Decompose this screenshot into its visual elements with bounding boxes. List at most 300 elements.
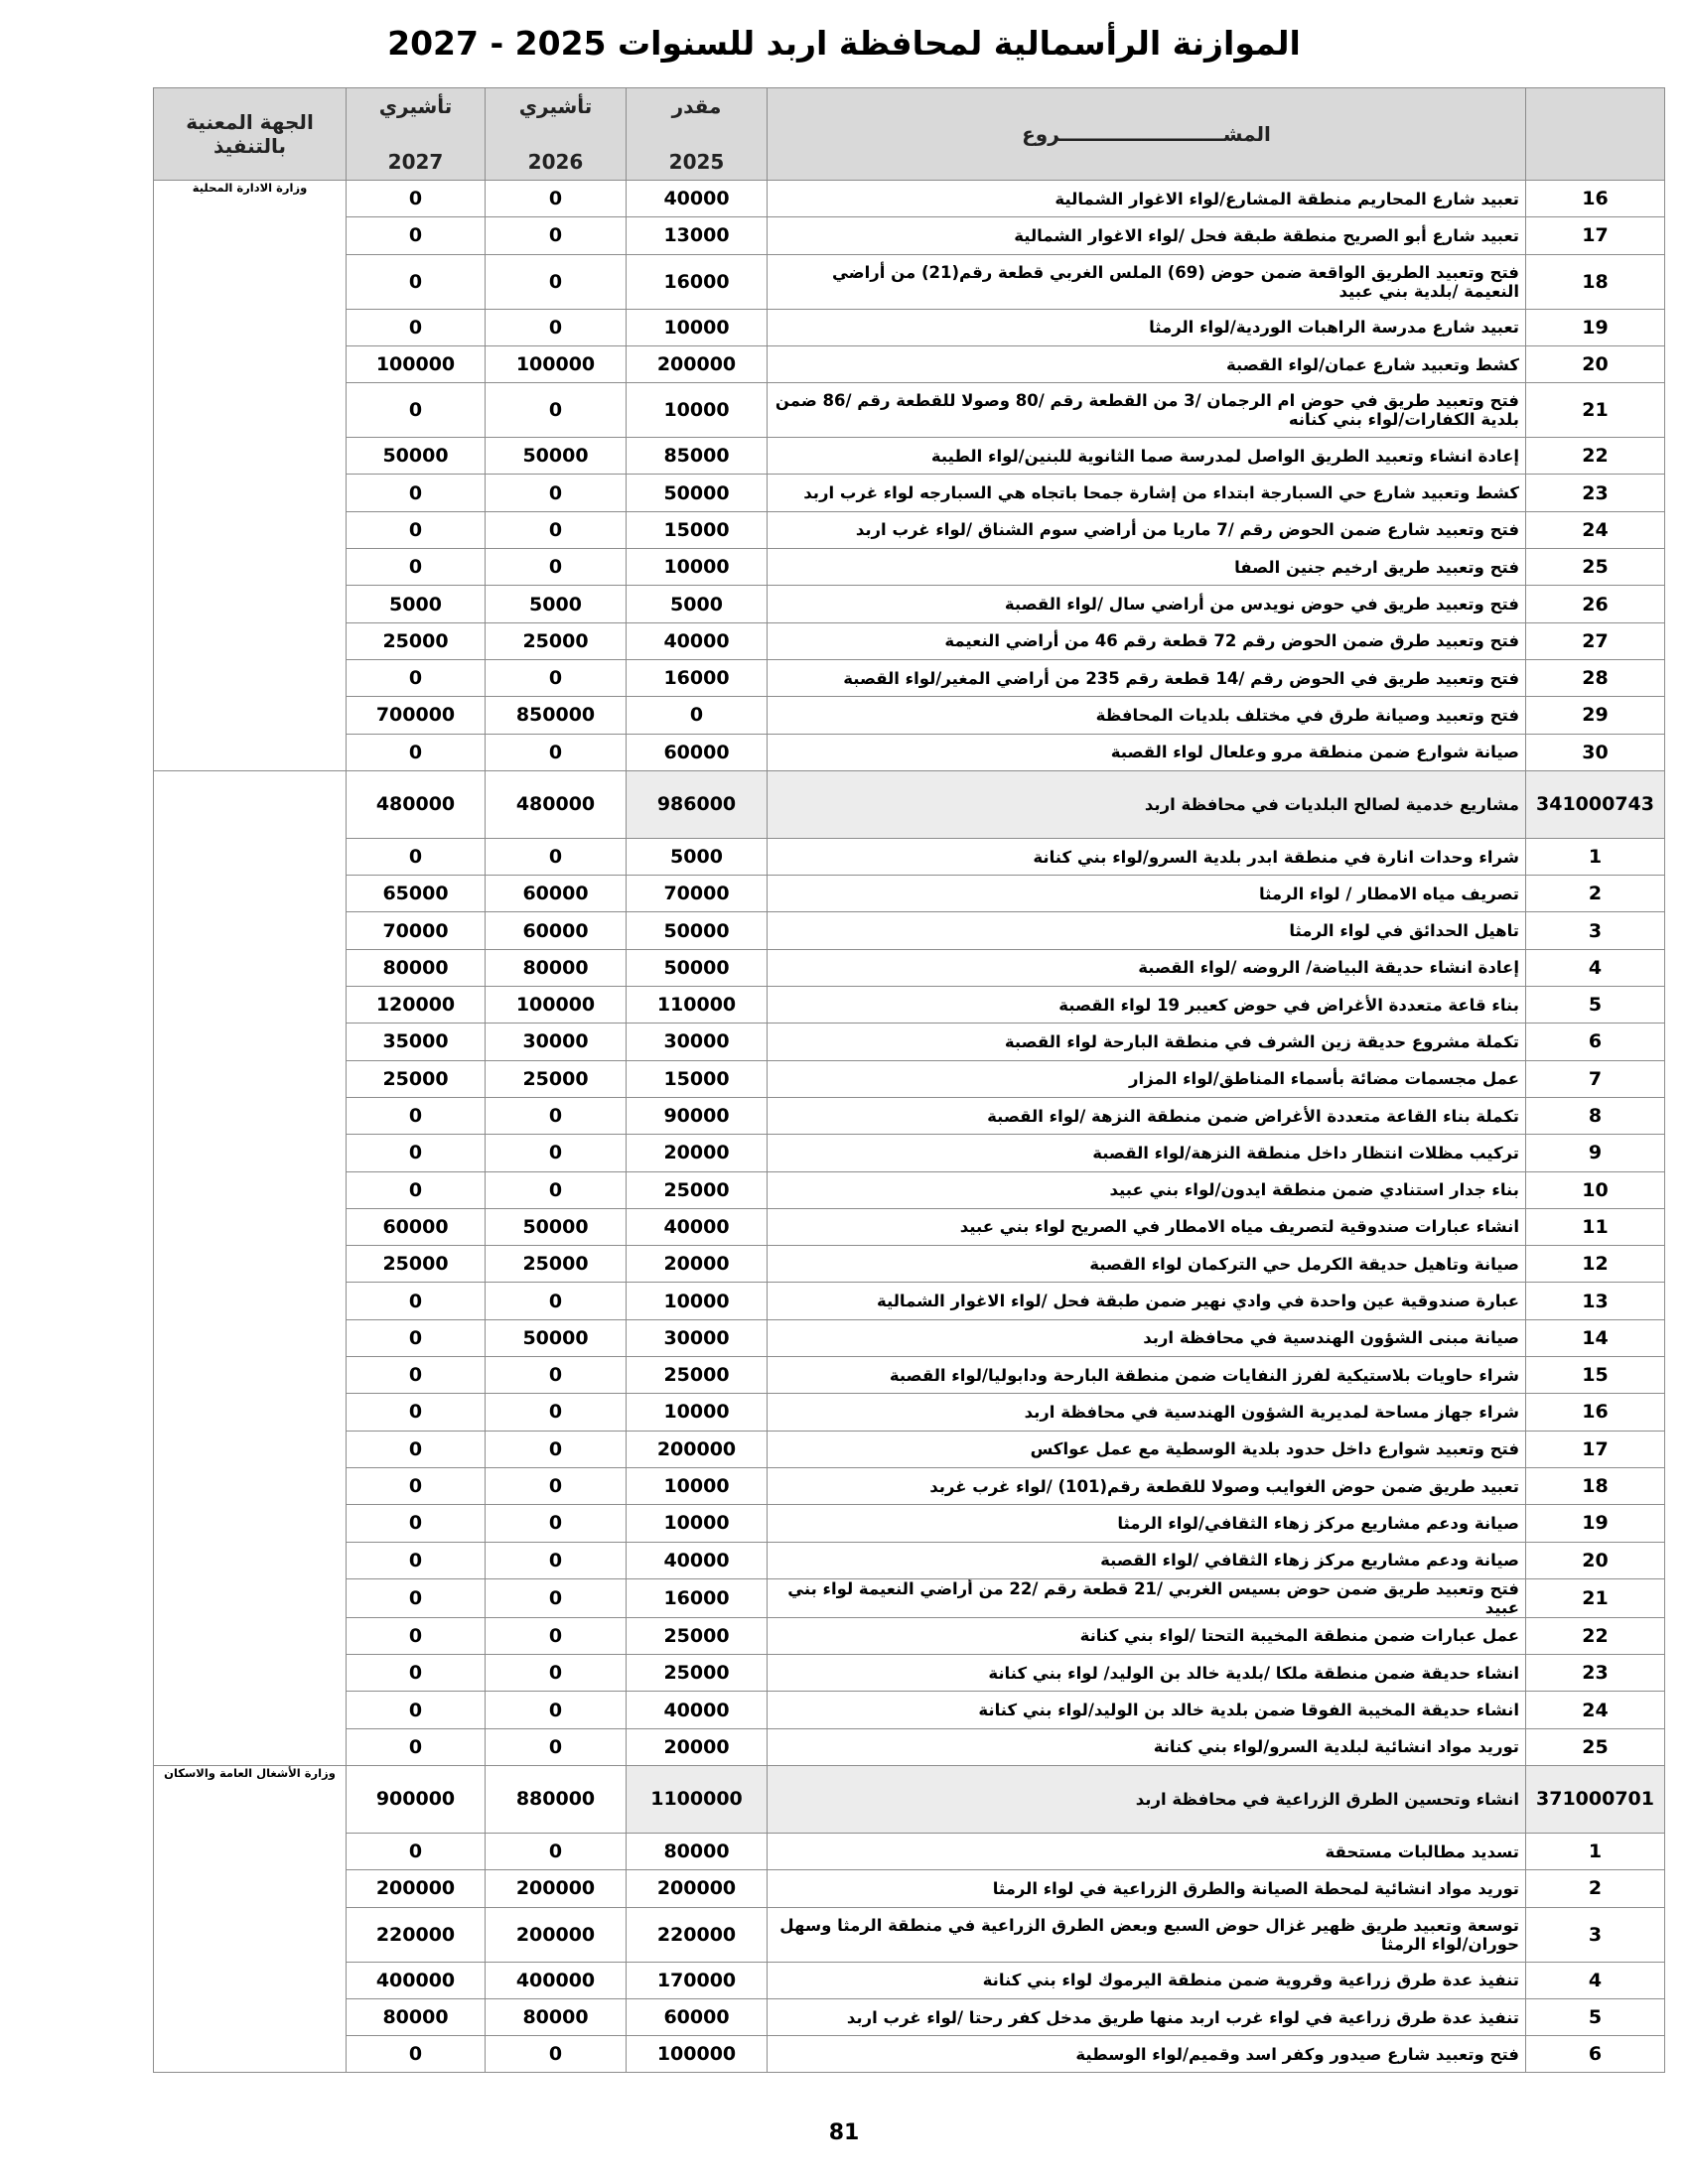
project-name: صيانة ودعم مشاريع مركز زهاء الثقافي /لواء القصبة bbox=[768, 1542, 1526, 1578]
value-2025: 0 bbox=[627, 697, 768, 734]
project-name: فتح وتعبيد طريق ضمن حوض بسيس الغربي /21 قطعة رقم /22 من أراضي النعيمة لواء بني عبيد bbox=[768, 1578, 1526, 1617]
table-row bbox=[154, 1505, 1665, 1542]
project-name: صيانة مبنى الشؤون الهندسية في محافظة اربد bbox=[768, 1319, 1526, 1356]
row-number: 4 bbox=[1526, 1962, 1665, 1998]
value-2026: 400000 bbox=[486, 1962, 627, 1998]
value-2027: 50000 bbox=[347, 438, 486, 475]
value-2027: 0 bbox=[347, 1431, 486, 1467]
value-2025: 13000 bbox=[627, 217, 768, 254]
page-number: 81 bbox=[828, 2120, 860, 2145]
project-name: شراء جهاز مساحة لمديرية الشؤون الهندسية في محافظة اربد bbox=[768, 1394, 1526, 1431]
project-name: عبارة صندوقية عين واحدة في وادي نهير ضمن طبقة فحل /لواء الاغوار الشمالية bbox=[768, 1283, 1526, 1319]
value-2027: 0 bbox=[347, 254, 486, 309]
value-2027: 0 bbox=[347, 734, 486, 770]
value-2027: 200000 bbox=[347, 1870, 486, 1907]
value-2027: 700000 bbox=[347, 697, 486, 734]
row-number: 3 bbox=[1526, 1907, 1665, 1962]
group-value-2027: 480000 bbox=[347, 770, 486, 838]
value-2026: 100000 bbox=[486, 345, 627, 382]
value-2027: 35000 bbox=[347, 1024, 486, 1060]
agency-cell: وزارة الأشغال العامة والاسكان bbox=[154, 1765, 347, 2072]
project-name: تصريف مياه الامطار / لواء الرمثا bbox=[768, 876, 1526, 912]
group-value-2025: 1100000 bbox=[627, 1765, 768, 1833]
project-name: انشاء حديقة المخيبة الفوقا ضمن بلدية خالد بن الوليد/لواء بني كنانة bbox=[768, 1692, 1526, 1728]
value-2025: 70000 bbox=[627, 876, 768, 912]
table-body bbox=[154, 181, 1665, 2073]
table-row bbox=[154, 659, 1665, 696]
table-row bbox=[154, 1907, 1665, 1962]
value-2025: 10000 bbox=[627, 1505, 768, 1542]
value-2026: 0 bbox=[486, 1357, 627, 1394]
value-2025: 20000 bbox=[627, 1135, 768, 1171]
row-number: 13 bbox=[1526, 1283, 1665, 1319]
row-number: 6 bbox=[1526, 2036, 1665, 2073]
value-2026: 60000 bbox=[486, 876, 627, 912]
value-2027: 25000 bbox=[347, 1060, 486, 1097]
table-row bbox=[154, 949, 1665, 986]
table-row bbox=[154, 181, 1665, 217]
header-estimate-label: مقدر bbox=[671, 94, 722, 118]
value-2027: 80000 bbox=[347, 949, 486, 986]
row-number: 24 bbox=[1526, 1692, 1665, 1728]
table-row bbox=[154, 438, 1665, 475]
row-number: 16 bbox=[1526, 1394, 1665, 1431]
table-row bbox=[154, 1060, 1665, 1097]
table-row bbox=[154, 1135, 1665, 1171]
value-2025: 30000 bbox=[627, 1319, 768, 1356]
value-2027: 220000 bbox=[347, 1907, 486, 1962]
agency-cell bbox=[154, 770, 347, 1765]
value-2026: 0 bbox=[486, 217, 627, 254]
value-2027: 400000 bbox=[347, 1962, 486, 1998]
table-row bbox=[154, 1542, 1665, 1578]
value-2025: 200000 bbox=[627, 345, 768, 382]
value-2026: 50000 bbox=[486, 438, 627, 475]
project-name: تنفيذ عدة طرق زراعية وقروية ضمن منطقة اليرموك لواء بني كنانة bbox=[768, 1962, 1526, 1998]
value-2026: 0 bbox=[486, 181, 627, 217]
value-2025: 15000 bbox=[627, 511, 768, 548]
project-name: فتح وتعبيد شارع صيدور وكفر اسد وقميم/لواء الوسطية bbox=[768, 2036, 1526, 2073]
value-2027: 0 bbox=[347, 1617, 486, 1654]
header-estimate-year: 2025 bbox=[668, 150, 725, 174]
value-2026: 0 bbox=[486, 475, 627, 511]
value-2025: 10000 bbox=[627, 1394, 768, 1431]
value-2026: 80000 bbox=[486, 1998, 627, 2035]
row-number: 8 bbox=[1526, 1097, 1665, 1134]
project-name: صيانة وتاهيل حديقة الكرمل حي التركمان لواء القصبة bbox=[768, 1246, 1526, 1283]
project-name: توريد مواد انشائية لبلدية السرو/لواء بني كنانة bbox=[768, 1728, 1526, 1765]
table-row bbox=[154, 1171, 1665, 1208]
header-agency: الجهة المعنية بالتنفيذ bbox=[154, 88, 347, 181]
value-2027: 0 bbox=[347, 309, 486, 345]
project-name: تكملة مشروع حديقة زين الشرف في منطقة البارحة لواء القصبة bbox=[768, 1024, 1526, 1060]
value-2026: 0 bbox=[486, 1692, 627, 1728]
row-number: 21 bbox=[1526, 1578, 1665, 1617]
table-row bbox=[154, 1357, 1665, 1394]
value-2026: 0 bbox=[486, 309, 627, 345]
value-2025: 200000 bbox=[627, 1870, 768, 1907]
project-name: عمل مجسمات مضائة بأسماء المناطق/لواء المزار bbox=[768, 1060, 1526, 1097]
project-name: فتح وتعبيد طريق في حوض ام الرجمان /3 من القطعة رقم /80 وصولا للقطعة رقم /86 ضمن بلدية الكفارات/لواء بني كنانه bbox=[768, 383, 1526, 438]
project-name: فتح وتعبيد شوارع داخل حدود بلدية الوسطية مع عمل عواكس bbox=[768, 1431, 1526, 1467]
value-2027: 100000 bbox=[347, 345, 486, 382]
project-name: فتح وتعبيد طريق في الحوض رقم /14 قطعة رقم 235 من أراضي المغير/لواء القصبة bbox=[768, 659, 1526, 696]
value-2027: 0 bbox=[347, 1171, 486, 1208]
value-2027: 0 bbox=[347, 1578, 486, 1617]
project-name: إعادة انشاء حديقة البياضة/ الروضه /لواء القصبة bbox=[768, 949, 1526, 986]
value-2027: 70000 bbox=[347, 912, 486, 949]
row-number: 4 bbox=[1526, 949, 1665, 986]
value-2026: 0 bbox=[486, 254, 627, 309]
project-name: عمل عبارات ضمن منطقة المخيبة التحتا /لواء بني كنانة bbox=[768, 1617, 1526, 1654]
row-number: 19 bbox=[1526, 1505, 1665, 1542]
value-2027: 0 bbox=[347, 659, 486, 696]
table-row bbox=[154, 1467, 1665, 1504]
value-2027: 0 bbox=[347, 1097, 486, 1134]
row-number: 18 bbox=[1526, 1467, 1665, 1504]
value-2026: 0 bbox=[486, 1505, 627, 1542]
value-2027: 0 bbox=[347, 1655, 486, 1692]
value-2026: 60000 bbox=[486, 912, 627, 949]
value-2025: 5000 bbox=[627, 838, 768, 875]
header-indicative-2027 bbox=[347, 88, 486, 181]
value-2026: 50000 bbox=[486, 1319, 627, 1356]
table-row bbox=[154, 1998, 1665, 2035]
table-row bbox=[154, 1655, 1665, 1692]
table-row bbox=[154, 2036, 1665, 2073]
project-name: تعبيد شارع أبو الصريح منطقة طبقة فحل /لواء الاغوار الشمالية bbox=[768, 217, 1526, 254]
value-2027: 0 bbox=[347, 1692, 486, 1728]
value-2025: 170000 bbox=[627, 1962, 768, 1998]
table-row bbox=[154, 549, 1665, 586]
value-2027: 0 bbox=[347, 1728, 486, 1765]
project-name: تعبيد شارع المحاريم منطقة المشارع/لواء الاغوار الشمالية bbox=[768, 181, 1526, 217]
value-2027: 0 bbox=[347, 383, 486, 438]
value-2027: 0 bbox=[347, 217, 486, 254]
row-number: 17 bbox=[1526, 1431, 1665, 1467]
value-2026: 0 bbox=[486, 1283, 627, 1319]
project-name: تسديد مطالبات مستحقة bbox=[768, 1833, 1526, 1869]
value-2025: 10000 bbox=[627, 1283, 768, 1319]
table-row bbox=[154, 622, 1665, 659]
group-row bbox=[154, 770, 1665, 838]
header-indicative-2026 bbox=[486, 88, 627, 181]
project-name: بناء قاعة متعددة الأغراض في حوض كعيبر 19 لواء القصبة bbox=[768, 987, 1526, 1024]
project-name: تنفيذ عدة طرق زراعية في لواء غرب اربد منها طريق مدخل كفر رحتا /لواء غرب اربد bbox=[768, 1998, 1526, 2035]
value-2027: 0 bbox=[347, 1467, 486, 1504]
project-name: فتح وتعبيد شارع ضمن الحوض رقم /7 ماريا من أراضي سوم الشناق /لواء غرب اربد bbox=[768, 511, 1526, 548]
value-2025: 20000 bbox=[627, 1728, 768, 1765]
value-2026: 25000 bbox=[486, 1060, 627, 1097]
value-2026: 50000 bbox=[486, 1208, 627, 1245]
project-name: كشط وتعبيد شارع عمان/لواء القصبة bbox=[768, 345, 1526, 382]
row-number: 25 bbox=[1526, 549, 1665, 586]
page-title: الموازنة الرأسمالية لمحافظة اربد للسنوات 2025 - 2027 bbox=[387, 24, 1301, 63]
value-2025: 25000 bbox=[627, 1655, 768, 1692]
value-2027: 0 bbox=[347, 1135, 486, 1171]
group-value-2026: 480000 bbox=[486, 770, 627, 838]
row-number: 17 bbox=[1526, 217, 1665, 254]
value-2027: 0 bbox=[347, 549, 486, 586]
row-number: 26 bbox=[1526, 586, 1665, 622]
row-number: 22 bbox=[1526, 1617, 1665, 1654]
value-2026: 5000 bbox=[486, 586, 627, 622]
group-value-2027: 900000 bbox=[347, 1765, 486, 1833]
value-2027: 60000 bbox=[347, 1208, 486, 1245]
value-2025: 10000 bbox=[627, 1467, 768, 1504]
value-2025: 10000 bbox=[627, 309, 768, 345]
project-name: فتح وتعبيد الطريق الواقعة ضمن حوض (69) الملس الغربي قطعة رقم(21) من أراضي النعيمة /بلدية بني عبيد bbox=[768, 254, 1526, 309]
table-row bbox=[154, 1692, 1665, 1728]
table-row bbox=[154, 1870, 1665, 1907]
value-2025: 25000 bbox=[627, 1357, 768, 1394]
project-name: كشط وتعبيد شارع حي السبارجة ابتداء من إشارة جمحا باتجاه هي السبارجه لواء غرب اربد bbox=[768, 475, 1526, 511]
value-2026: 850000 bbox=[486, 697, 627, 734]
row-number: 29 bbox=[1526, 697, 1665, 734]
table-row bbox=[154, 987, 1665, 1024]
group-code: 341000743 bbox=[1526, 770, 1665, 838]
project-name: تركيب مظلات انتظار داخل منطقة النزهة/لواء القصبة bbox=[768, 1135, 1526, 1171]
budget-table bbox=[153, 87, 1665, 2073]
project-name: فتح وتعبيد طريق ارخيم جنين الصفا bbox=[768, 549, 1526, 586]
project-name: تكملة بناء القاعة متعددة الأغراض ضمن منطقة النزهة /لواء القصبة bbox=[768, 1097, 1526, 1134]
table-row bbox=[154, 1431, 1665, 1467]
project-name: بناء جدار استنادي ضمن منطقة ايدون/لواء بني عبيد bbox=[768, 1171, 1526, 1208]
project-name: إعادة انشاء وتعبيد الطريق الواصل لمدرسة صما الثانوية للبنين/لواء الطيبة bbox=[768, 438, 1526, 475]
project-name: شراء حاويات بلاستيكية لفرز النفايات ضمن منطقة البارحة ودابوليا/لواء القصبة bbox=[768, 1357, 1526, 1394]
row-number: 1 bbox=[1526, 838, 1665, 875]
row-number: 18 bbox=[1526, 254, 1665, 309]
value-2025: 50000 bbox=[627, 475, 768, 511]
row-number: 5 bbox=[1526, 1998, 1665, 2035]
value-2025: 100000 bbox=[627, 2036, 768, 2073]
table-row bbox=[154, 254, 1665, 309]
row-number: 14 bbox=[1526, 1319, 1665, 1356]
value-2026: 100000 bbox=[486, 987, 627, 1024]
value-2025: 40000 bbox=[627, 1208, 768, 1245]
row-number: 24 bbox=[1526, 511, 1665, 548]
value-2026: 0 bbox=[486, 383, 627, 438]
table-row bbox=[154, 511, 1665, 548]
group-code: 371000701 bbox=[1526, 1765, 1665, 1833]
row-number: 2 bbox=[1526, 876, 1665, 912]
project-name: انشاء حديقة ضمن منطقة ملكا /بلدية خالد بن الوليد/ لواء بني كنانة bbox=[768, 1655, 1526, 1692]
row-number: 9 bbox=[1526, 1135, 1665, 1171]
value-2027: 0 bbox=[347, 838, 486, 875]
row-number: 3 bbox=[1526, 912, 1665, 949]
row-number: 15 bbox=[1526, 1357, 1665, 1394]
row-number: 7 bbox=[1526, 1060, 1665, 1097]
group-value-2026: 880000 bbox=[486, 1765, 627, 1833]
value-2026: 0 bbox=[486, 734, 627, 770]
row-number: 27 bbox=[1526, 622, 1665, 659]
value-2027: 0 bbox=[347, 181, 486, 217]
value-2026: 0 bbox=[486, 1171, 627, 1208]
value-2025: 10000 bbox=[627, 383, 768, 438]
table-row bbox=[154, 383, 1665, 438]
value-2025: 40000 bbox=[627, 1692, 768, 1728]
group-name: مشاريع خدمية لصالح البلديات في محافظة اربد bbox=[768, 770, 1526, 838]
table-row bbox=[154, 876, 1665, 912]
value-2026: 0 bbox=[486, 1728, 627, 1765]
row-number: 6 bbox=[1526, 1024, 1665, 1060]
value-2027: 25000 bbox=[347, 622, 486, 659]
value-2026: 0 bbox=[486, 1135, 627, 1171]
value-2027: 0 bbox=[347, 1542, 486, 1578]
value-2025: 200000 bbox=[627, 1431, 768, 1467]
value-2026: 25000 bbox=[486, 1246, 627, 1283]
table-row bbox=[154, 1833, 1665, 1869]
project-name: تعبيد طريق ضمن حوض الغوايب وصولا للقطعة رقم(101) /لواء غرب غربد bbox=[768, 1467, 1526, 1504]
table-row bbox=[154, 912, 1665, 949]
table-row bbox=[154, 838, 1665, 875]
project-name: صيانة ودعم مشاريع مركز زهاء الثقافي/لواء الرمثا bbox=[768, 1505, 1526, 1542]
table-row bbox=[154, 345, 1665, 382]
project-name: شراء وحدات انارة في منطقة ابدر بلدية السرو/لواء بني كنانة bbox=[768, 838, 1526, 875]
table-row bbox=[154, 309, 1665, 345]
value-2026: 0 bbox=[486, 1617, 627, 1654]
value-2027: 0 bbox=[347, 1357, 486, 1394]
row-number: 20 bbox=[1526, 345, 1665, 382]
row-number: 21 bbox=[1526, 383, 1665, 438]
project-name: فتح وتعبيد طرق ضمن الحوض رقم 72 قطعة رقم 46 من أراضي النعيمة bbox=[768, 622, 1526, 659]
row-number: 20 bbox=[1526, 1542, 1665, 1578]
value-2027: 120000 bbox=[347, 987, 486, 1024]
header-indicative-year: 2026 bbox=[527, 150, 584, 174]
table-row bbox=[154, 734, 1665, 770]
table-row bbox=[154, 1246, 1665, 1283]
value-2025: 40000 bbox=[627, 181, 768, 217]
value-2026: 0 bbox=[486, 1431, 627, 1467]
row-number: 10 bbox=[1526, 1171, 1665, 1208]
value-2025: 5000 bbox=[627, 586, 768, 622]
agency-cell: وزارة الادارة المحلية bbox=[154, 181, 347, 771]
project-name: توريد مواد انشائية لمحطة الصيانة والطرق الزراعية في لواء الرمثا bbox=[768, 1870, 1526, 1907]
header-code bbox=[1526, 88, 1665, 181]
value-2026: 0 bbox=[486, 1655, 627, 1692]
table-row bbox=[154, 1208, 1665, 1245]
table-row bbox=[154, 697, 1665, 734]
group-value-2025: 986000 bbox=[627, 770, 768, 838]
value-2025: 80000 bbox=[627, 1833, 768, 1869]
value-2025: 16000 bbox=[627, 659, 768, 696]
value-2025: 20000 bbox=[627, 1246, 768, 1283]
value-2026: 0 bbox=[486, 549, 627, 586]
value-2025: 10000 bbox=[627, 549, 768, 586]
table-row bbox=[154, 1097, 1665, 1134]
value-2025: 50000 bbox=[627, 912, 768, 949]
value-2027: 0 bbox=[347, 475, 486, 511]
value-2027: 0 bbox=[347, 1319, 486, 1356]
row-number: 25 bbox=[1526, 1728, 1665, 1765]
value-2027: 0 bbox=[347, 1505, 486, 1542]
header-indicative-year: 2027 bbox=[387, 150, 444, 174]
value-2025: 85000 bbox=[627, 438, 768, 475]
row-number: 2 bbox=[1526, 1870, 1665, 1907]
value-2026: 0 bbox=[486, 1467, 627, 1504]
value-2026: 0 bbox=[486, 1542, 627, 1578]
table-row bbox=[154, 1962, 1665, 1998]
table-row bbox=[154, 1394, 1665, 1431]
value-2025: 90000 bbox=[627, 1097, 768, 1134]
value-2026: 80000 bbox=[486, 949, 627, 986]
project-name: توسعة وتعبيد طريق ظهير غزال حوض السبع وبعض الطرق الزراعية في منطقة الرمثا وسهل حوران/لواء الرمثا bbox=[768, 1907, 1526, 1962]
row-number: 23 bbox=[1526, 475, 1665, 511]
row-number: 19 bbox=[1526, 309, 1665, 345]
header-project: المشــــــــــــــــــــــــروع bbox=[768, 88, 1526, 181]
table-header-row bbox=[154, 88, 1665, 181]
table-row bbox=[154, 1617, 1665, 1654]
project-name: تاهيل الحدائق في لواء الرمثا bbox=[768, 912, 1526, 949]
value-2027: 0 bbox=[347, 1283, 486, 1319]
value-2026: 0 bbox=[486, 659, 627, 696]
value-2027: 0 bbox=[347, 2036, 486, 2073]
project-name: انشاء عبارات صندوقية لتصريف مياه الامطار في الصريح لواء بني عبيد bbox=[768, 1208, 1526, 1245]
table-row bbox=[154, 1578, 1665, 1617]
row-number: 30 bbox=[1526, 734, 1665, 770]
value-2026: 25000 bbox=[486, 622, 627, 659]
value-2027: 5000 bbox=[347, 586, 486, 622]
value-2025: 15000 bbox=[627, 1060, 768, 1097]
project-name: فتح وتعبيد وصيانة طرق في مختلف بلديات المحافظة bbox=[768, 697, 1526, 734]
table-row bbox=[154, 1728, 1665, 1765]
table-row bbox=[154, 1319, 1665, 1356]
value-2026: 0 bbox=[486, 2036, 627, 2073]
value-2026: 0 bbox=[486, 1578, 627, 1617]
row-number: 1 bbox=[1526, 1833, 1665, 1869]
value-2026: 0 bbox=[486, 838, 627, 875]
header-indicative-label: تأشيري bbox=[378, 94, 453, 118]
table-row bbox=[154, 586, 1665, 622]
header-indicative-label: تأشيري bbox=[518, 94, 593, 118]
header-estimate-2025 bbox=[627, 88, 768, 181]
value-2025: 40000 bbox=[627, 622, 768, 659]
table-row bbox=[154, 1283, 1665, 1319]
value-2025: 16000 bbox=[627, 254, 768, 309]
value-2026: 0 bbox=[486, 1833, 627, 1869]
value-2026: 0 bbox=[486, 1394, 627, 1431]
value-2027: 25000 bbox=[347, 1246, 486, 1283]
value-2026: 30000 bbox=[486, 1024, 627, 1060]
value-2026: 0 bbox=[486, 511, 627, 548]
table-row bbox=[154, 217, 1665, 254]
project-name: صيانة شوارع ضمن منطقة مرو وعلعال لواء القصبة bbox=[768, 734, 1526, 770]
value-2026: 200000 bbox=[486, 1907, 627, 1962]
row-number: 5 bbox=[1526, 987, 1665, 1024]
row-number: 23 bbox=[1526, 1655, 1665, 1692]
table-row bbox=[154, 1024, 1665, 1060]
group-name: انشاء وتحسين الطرق الزراعية في محافظة اربد bbox=[768, 1765, 1526, 1833]
value-2027: 65000 bbox=[347, 876, 486, 912]
row-number: 22 bbox=[1526, 438, 1665, 475]
value-2025: 60000 bbox=[627, 1998, 768, 2035]
row-number: 11 bbox=[1526, 1208, 1665, 1245]
value-2025: 40000 bbox=[627, 1542, 768, 1578]
value-2027: 80000 bbox=[347, 1998, 486, 2035]
value-2025: 110000 bbox=[627, 987, 768, 1024]
value-2025: 60000 bbox=[627, 734, 768, 770]
value-2025: 30000 bbox=[627, 1024, 768, 1060]
value-2025: 25000 bbox=[627, 1617, 768, 1654]
row-number: 16 bbox=[1526, 181, 1665, 217]
project-name: تعبيد شارع مدرسة الراهبات الوردية/لواء الرمثا bbox=[768, 309, 1526, 345]
value-2026: 200000 bbox=[486, 1870, 627, 1907]
table-row bbox=[154, 475, 1665, 511]
project-name: فتح وتعبيد طريق في حوض نويدس من أراضي سال /لواء القصبة bbox=[768, 586, 1526, 622]
value-2025: 25000 bbox=[627, 1171, 768, 1208]
value-2025: 50000 bbox=[627, 949, 768, 986]
value-2025: 220000 bbox=[627, 1907, 768, 1962]
